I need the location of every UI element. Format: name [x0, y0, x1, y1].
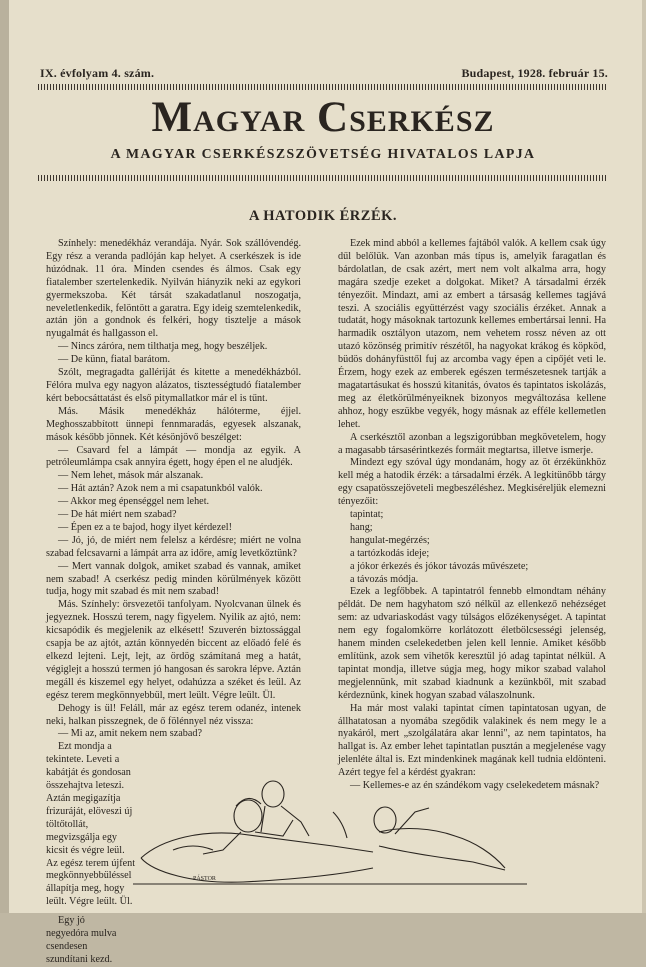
article-title: A HATODIK ÉRZÉK. [248, 208, 398, 224]
paragraph: — De hát miért nem szabad? [58, 509, 177, 521]
paragraph: — Épen ez a te bajod, hogy ilyet kérdezel! [58, 521, 232, 533]
right-column [338, 238, 606, 793]
paragraph: Színhely: menedékház verandája. Nyár. Sok szállóvendég. Egy rész a veranda padlóján kap helyet. A cserkészek is ide húzódnak. 11 óra. Minden csendes és álmos. Csak egy fiatalember szertelenkedik. Nyilván hiányzik neki az egykori gyermekszoba. Két társát szakadatlanul noszogatja, neveletlenkedik, felöntött a garatra. Egy ideig szemtelenkedik, aztán jön a gondnok és felkéri, hogy tisztelje a mások nyugalmát és hallgasson el. [46, 238, 301, 340]
top-rule [38, 84, 608, 90]
paragraph: Más. Másik menedékház hálóterme, éjjel. Meghosszabbított ünnepi fennmaradás, egyesek alszanak, mások később jönnek. Két késönjövő beszélget: [46, 405, 301, 443]
paragraph: — De künn, fiatal barátom. [58, 354, 171, 366]
list-item: hang; [350, 521, 373, 533]
paragraph: Dehogy is ül! Feláll, már az egész terem odanéz, intenek neki, halkan pisszegnek, de ő fölénnyel néz vissza: [46, 702, 301, 727]
illustration-signature: PÁSTOR [193, 876, 216, 882]
paragraph: — Nincs záróra, nem tilthatja meg, hogy beszéljek. [58, 341, 268, 353]
paragraph: — Kellemes-e az én szándékom vagy cselekedetem másnak? [350, 780, 600, 792]
paragraph: Egy jó negyedóra mulva csendesen szundítani kezd. [46, 915, 117, 965]
issue-date: Budapest, 1928. február 15. [461, 66, 608, 80]
sleeping-scouts-illustration [133, 772, 527, 892]
page-edge [642, 0, 646, 913]
paragraph: — Nem lehet, mások már alszanak. [58, 470, 204, 482]
paragraph: Más. Színhely: örsvezetői tanfolyam. Nyolcvanan ülnek és jegyeznek. Hosszú terem, nagy figyelem. Nyilik az ajtó, nem: kicsapódik és megjelenik az elkésett! Szuverén biztossággal csapja be az ajtót, aztán könnyedén biccent az előadó felé és elkezd lejteni. Lejt, lejt, az ördög számítaná meg a hatát, végiglejt a hosszú termen jó hangosan és sarokra lépve. Aztán megáll és kiszemel egy helyet, odahúzza a széket és leül. Az egész terem megkönnyebbül, mert leült. Végre leült. Ül. [46, 599, 301, 701]
paragraph: Szólt, megragadta gallériját és kitette a menedékházból. Félóra mulva egy nagyon alázatos, tisztességtudó fiatalember kért bebocsáttatást és első pitymallatkor már el is tűnt. [46, 367, 301, 404]
paragraph: — Mert vannak dolgok, amiket szabad és vannak, amiket nem szabad! A cserkész pedig minden körülmények között tudja, hogy mit szabad és mit nem szabad! [46, 560, 301, 598]
bottom-rule [38, 175, 608, 181]
issue-number: IX. évfolyam 4. szám. [40, 66, 155, 80]
paragraph: — Mi az, amit nekem nem szabad? [58, 728, 202, 740]
list-item: a jókor érkezés és jókor távozás művészete; [350, 560, 529, 572]
paragraph: — Jó, jó, de miért nem felelsz a kérdésre; miért ne volna szabad felcsavarni a lámpát arra az időre, amíg levetkőztünk? [46, 534, 301, 559]
list-item: a tartózkodás ideje; [350, 547, 430, 559]
masthead-title: Magyar Cserkész [151, 94, 495, 141]
paragraph: Mindezt egy szóval úgy mondanám, hogy az öt érzékünkhöz kell még a hatodik érzék: a társadalmi érzék. A legkitünőbb tárgy egy csapatösszejöveteli megbeszéléshez. Megkiséreljük elemezni tényezőit: [338, 457, 606, 508]
list-item: tapintat; [350, 509, 384, 521]
masthead-subtitle: A MAGYAR CSERKÉSZSZÖVETSÉG HIVATALOS LAPJA [110, 146, 536, 161]
paragraph: — Akkor meg épenséggel nem lehet. [58, 496, 210, 508]
paragraph: A cserkésztől azonban a legszigorúbban megkövetelem, hogy a magasabb társasérintkezés formáit megtartsa, illetve ismerje. [338, 431, 606, 456]
list-item: hangulat-megérzés; [350, 534, 430, 546]
paragraph: Ha már most valaki tapintat címen tapintatosan ugyan, de állhatatosan a nyomába szegődik valakinek és nem megy le a nyakáról, mert „szolgálatára akar lenni", az nem tapintatos, ha hallgat is. Az ember lehet tapintatlan pusztán a megjelenése vagy jelenléte által is. Ezt mindenkinek magának kell tudnia eldönteni. Azért tegye fel a kérdést gyakran: [338, 702, 606, 779]
paragraph: — Hát aztán? Azok nem a mi csapatunkból valók. [58, 483, 263, 495]
paragraph: Ezek mind abból a kellemes fajtából valók. A kellem csak úgy dűl belőlük. Van azonban más típus is, amelyik faragatlan és bárdolatlan, de csak azért, mert nem volt alkalma arra, hogy magára szedje ezeket a dolgokat. Miket? A társadalmi érzék tényezőit. Mindazt, ami az embert a társaság kellemes tagjává teszi. A szociális együttérzést vagy szociális érzéket. Annak a tudatát, hogy másoknak tartozunk kellemes embertársai lenni. Ha harmadik osztályon utazom, nem vehetem rossz néven az ott utazó közönség primitív részétől, ha nagyokat krákog és köpköd, büdös dohányfüsttől fuj az arcomba vagy épen a cipőjét veti le. Érzem, hogy ezek az emberek egészen természetesnek tartják a magatartásukat és hosszú kitanitás, óvatos és tapintatos iskolázás, meg az életkörülményeiknek bizonyos megváltozása kellene ahhoz, hogy eszükbe vegyék, hogy másnak az efféle kellemetlen lehet. [338, 238, 606, 430]
list-item: a távozás módja. [350, 573, 419, 585]
paragraph: Ezek a legfőbbek. A tapintatról fennebb elmondtam néhány példát. De nem hagyhatom szó nélkül az ellenkező nehézséget sem: az udvariaskodást vagy túlságos előzékenységet. A tapintat nem egy fogalomkörre korlátozott életbölcsességi jelenség, hanem minden cselekedetben jelen kell lennie. Amiket később említünk, azok sem vihetők keresztül jó adag tapintat nélkül. A tapintat mondja, illetve súgja meg, hogy mikor szabad valahol megjelennünk, mit szabad kiadnunk a kezünkből, mit szabad kérdeznünk, kinek hogyan szabad válaszolnunk. [338, 586, 606, 701]
paragraph: — Csavard fel a lámpát — mondja az egyik. A petróleumlámpa csak annyira égett, hogy épen el ne aludjék. [46, 444, 301, 469]
paragraph: Ezt mondja a tekintete. Leveti a kabátját és gondosan összehajtva leteszi. Aztán megigazítja frizuráját, elöveszi új töltőtollát, megvizsgálja egy kicsit és végre leül. Az egész terem újfent megkönnyebbüléssel állapítja meg, hogy leült. Végre leült. Ül. [46, 741, 136, 908]
issue-line [40, 66, 608, 80]
